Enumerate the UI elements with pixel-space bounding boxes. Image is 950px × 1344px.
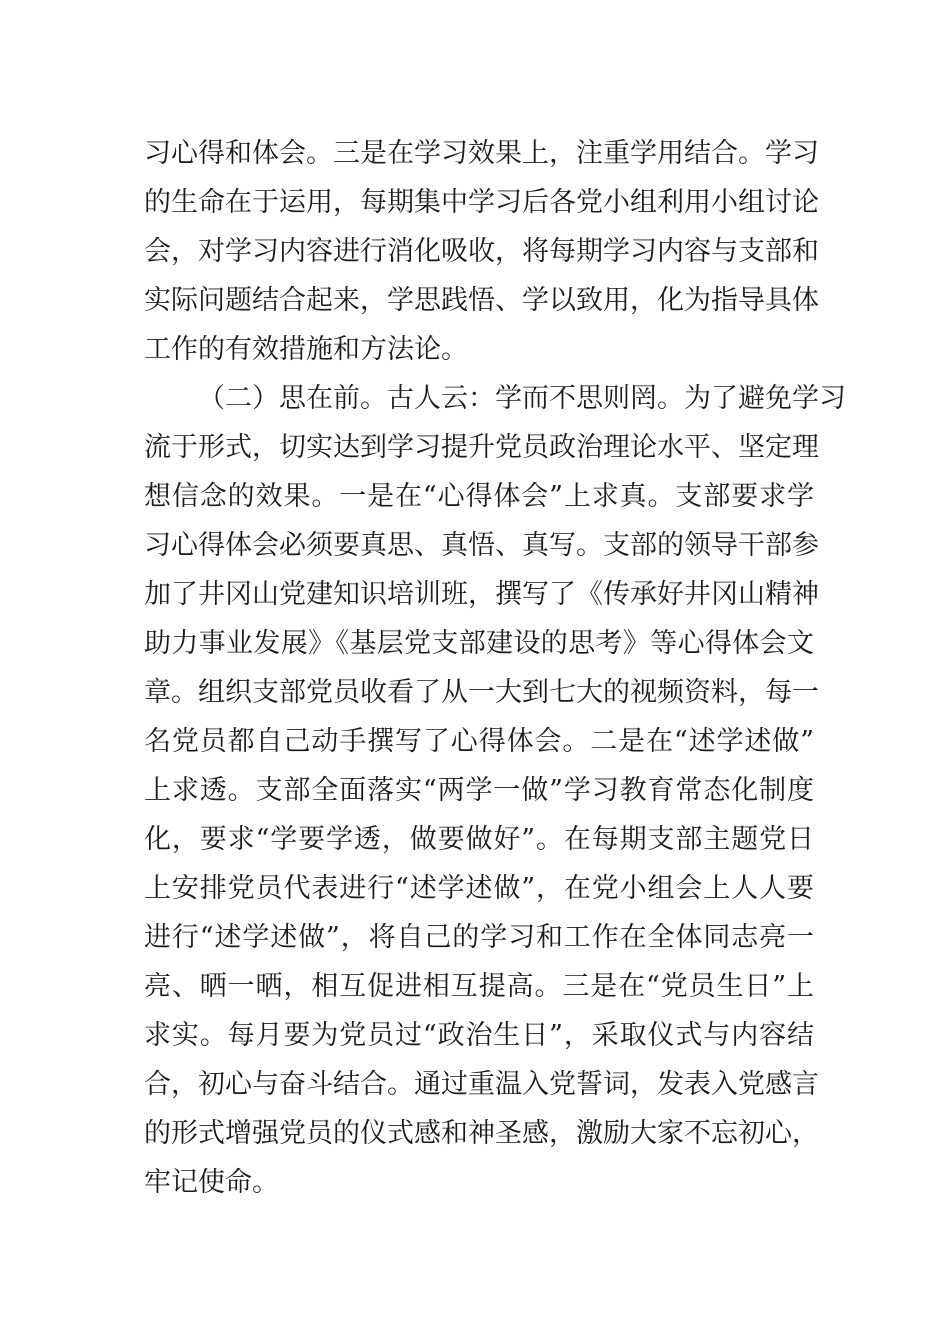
text-line: 亮、晒一晒，相互促进相互提高。三是在“党员生日”上	[144, 971, 814, 1002]
paragraph-heading-line: （二）思在前。古人云：学而不思则罔。为了避免学习	[198, 383, 846, 414]
text-line: 进行“述学述做”，将自己的学习和工作在全体同志亮一	[144, 922, 814, 953]
text-line: 习心得和体会。三是在学习效果上，注重学用结合。学习	[144, 138, 819, 169]
paragraph-study-effect	[144, 129, 819, 374]
text-line: 的形式增强党员的仪式感和神圣感，激励大家不忘初心，	[144, 1118, 819, 1149]
text-line: 求实。每月要为党员过“政治生日”，采取仪式与内容结	[144, 1020, 814, 1051]
text-line: 的生命在于运用，每期集中学习后各党小组利用小组讨论	[144, 187, 819, 218]
text-line: 想信念的效果。一是在“心得体会”上求真。支部要求学	[144, 481, 814, 512]
text-line: 化，要求“学要学透，做要做好”。在每期支部主题党日	[144, 824, 814, 855]
text-line: 上求透。支部全面落实“两学一做”学习教育常态化制度	[144, 775, 814, 806]
text-line: 名党员都自己动手撰写了心得体会。二是在“述学述做”	[144, 726, 814, 757]
text-line: 工作的有效措施和方法论。	[144, 334, 468, 365]
text-line: 章。组织支部党员收看了从一大到七大的视频资料，每一	[144, 677, 819, 708]
text-line: 助力事业发展》《基层党支部建设的思考》等心得体会文	[144, 628, 814, 659]
text-line: 合，初心与奋斗结合。通过重温入党誓词，发表入党感言	[144, 1069, 819, 1100]
text-line: 上安排党员代表进行“述学述做”，在党小组会上人人要	[144, 873, 814, 904]
text-line: 实际问题结合起来，学思践悟、学以致用，化为指导具体	[144, 285, 819, 316]
text-line: 习心得体会必须要真思、真悟、真写。支部的领导干部参	[144, 530, 819, 561]
text-line: 加了井冈山党建知识培训班，撰写了《传承好井冈山精神	[144, 579, 819, 610]
text-line: 牢记使命。	[144, 1167, 279, 1198]
paragraph-think-first	[144, 374, 846, 1207]
text-line: 会，对学习内容进行消化吸收，将每期学习内容与支部和	[144, 236, 819, 267]
text-line: 流于形式，切实达到学习提升党员政治理论水平、坚定理	[144, 432, 819, 463]
